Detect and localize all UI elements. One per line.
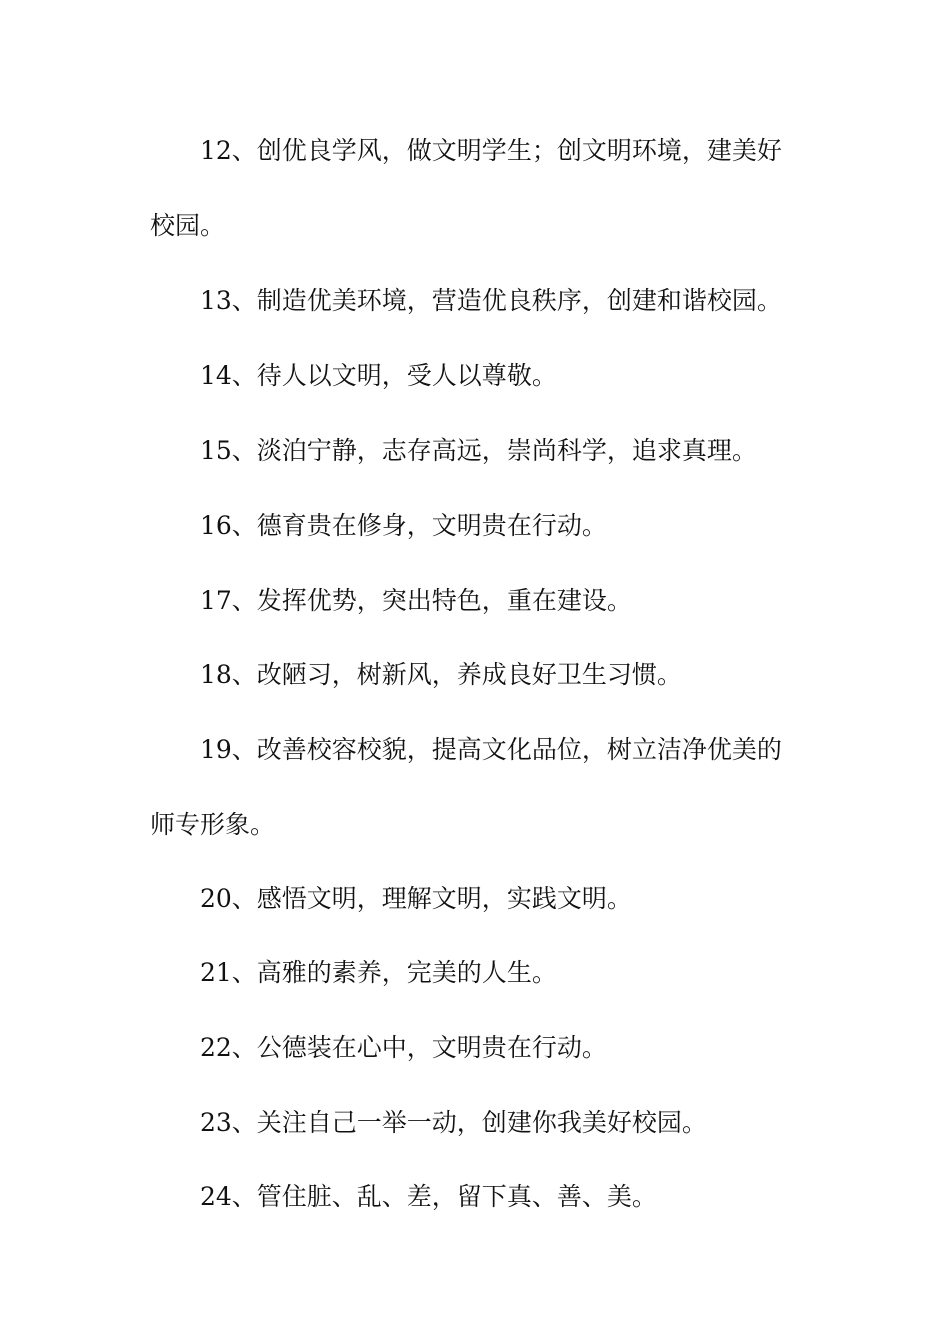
slogan-17: 17、发挥优势，突出特色，重在建设。 <box>200 586 632 615</box>
slogan-12-line-2: 校园。 <box>150 211 226 240</box>
slogan-15: 15、淡泊宁静，志存高远，崇尚科学，追求真理。 <box>200 436 757 465</box>
slogan-19-line-2: 师专形象。 <box>150 810 276 839</box>
slogan-19-line-1: 19、改善校容校貌，提高文化品位，树立洁净优美的 <box>200 735 782 764</box>
slogan-22: 22、公德装在心中，文明贵在行动。 <box>200 1033 607 1062</box>
slogan-18: 18、改陋习，树新风，养成良好卫生习惯。 <box>200 660 682 689</box>
slogan-12-line-1: 12、创优良学风，做文明学生；创文明环境，建美好 <box>200 136 782 165</box>
slogan-16: 16、德育贵在修身，文明贵在行动。 <box>200 511 607 540</box>
slogan-20: 20、感悟文明，理解文明，实践文明。 <box>200 884 632 913</box>
slogan-21: 21、高雅的素养，完美的人生。 <box>200 958 557 987</box>
slogan-13: 13、制造优美环境，营造优良秩序，创建和谐校园。 <box>200 286 782 315</box>
slogan-24: 24、管住脏、乱、差，留下真、善、美。 <box>200 1182 657 1211</box>
slogan-14: 14、待人以文明，受人以尊敬。 <box>200 361 557 390</box>
slogan-23: 23、关注自己一举一动，创建你我美好校园。 <box>200 1108 707 1137</box>
